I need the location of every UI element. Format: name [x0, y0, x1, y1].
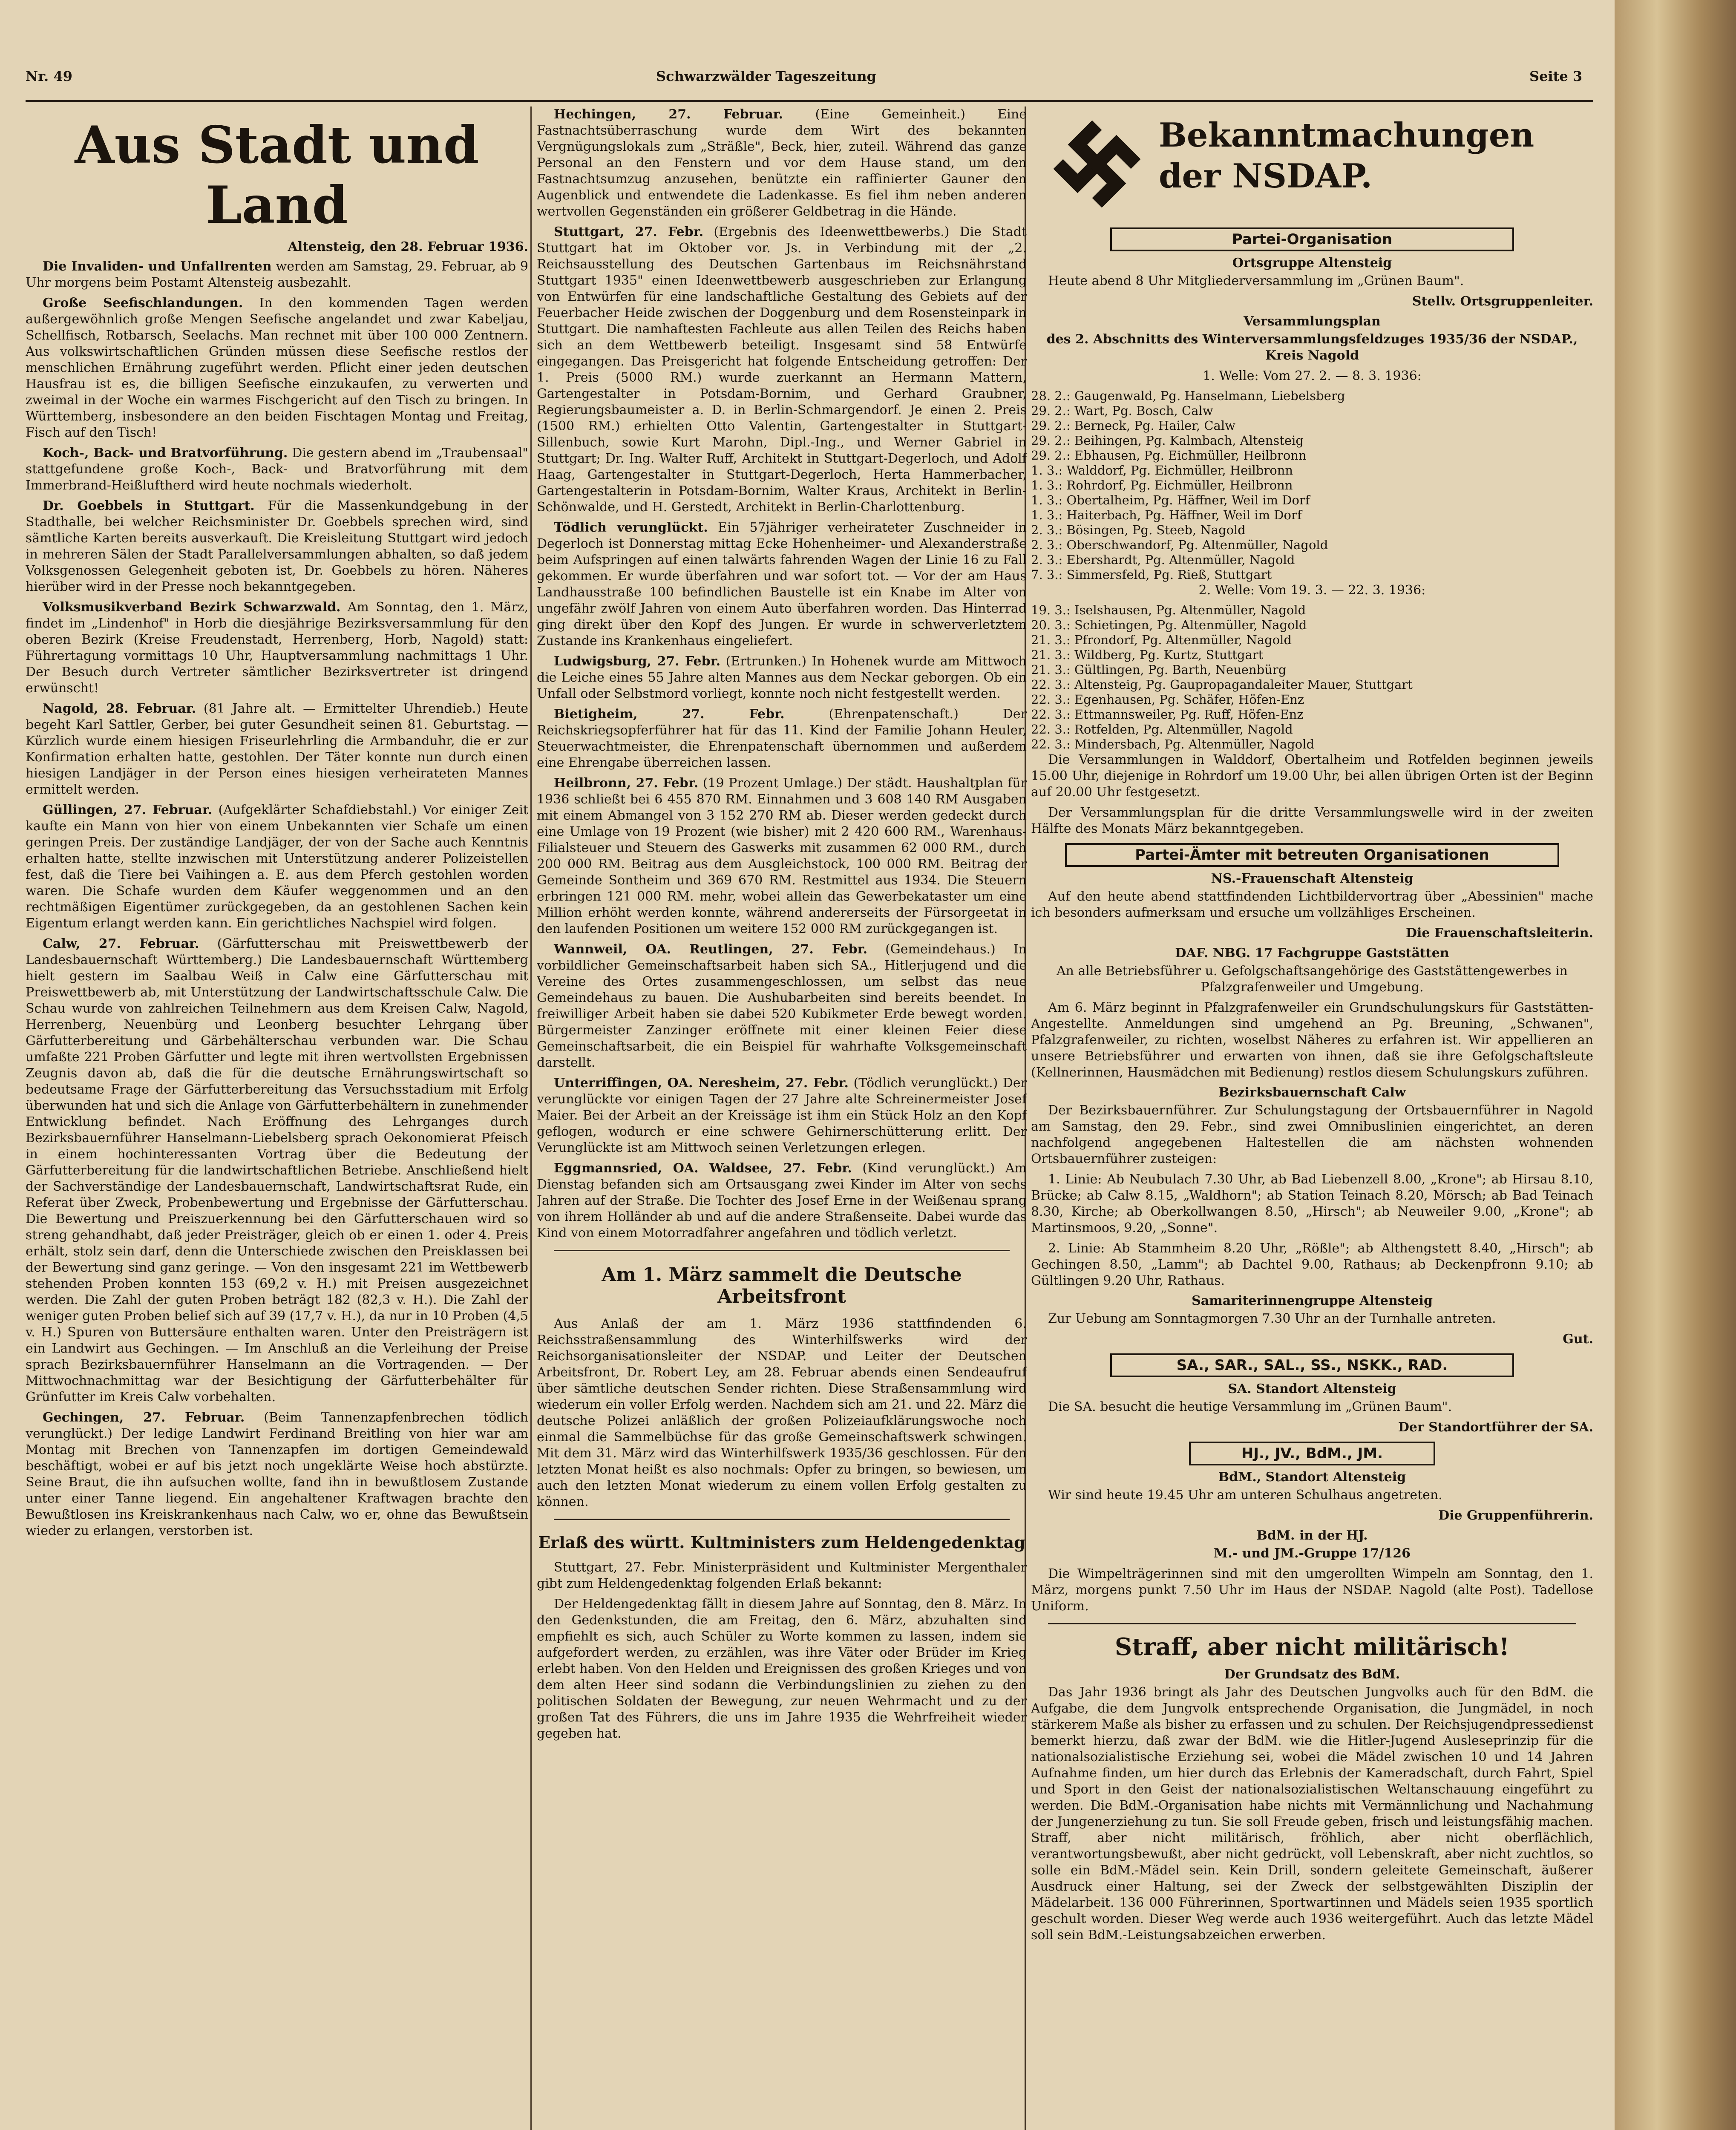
news-item	[26, 936, 528, 1405]
notices-header	[1031, 106, 1593, 222]
news-item-lead: Große Seefischlandungen.	[43, 296, 243, 311]
news-item	[537, 1160, 1027, 1241]
news-item-lead: Dr. Goebbels in Stuttgart.	[43, 498, 255, 513]
news-item-text: (Aufgeklärter Schafdiebstahl.) Vor einiger Zeit kaufte ein Mann von hier von einem Unbekannten vier Schafe um einen geringen Preis. Der zuständige Landjäger, der von der Sache auch Kenntnis erhalten hatte, stellte inzwischen mit Unterstützung anderer Polizeistellen fest, daß die Tiere bei Vaihingen a. E. aus dem Pferch gestohlen worden waren. Die Schafe wurden dem Käufer weggenommen und an den rechtmäßigen Eigentümer zurückgegeben, da an gestohlenen Sachen kein Eigentum erlangt werden kann. Ein gerichtliches Nachspiel wird folgen.	[26, 803, 528, 931]
news-item-text: (Gemeindehaus.) In vorbildlicher Gemeinschaftsarbeit haben sich SA., Hitlerjugend und die Vereine des Ortes zusammengeschlossen, um selbst das neue Gemeindehaus zu bauen. Die Aushubarbeiten sind bereits beendet. In freiwilliger Arbeit haben sie dabei 520 Kubikmeter Erde bewegt worden. Bürgermeister Zanzinger eröffnete mit einer kleinen Feier diese Gemeinschaftsarbeit, die ein Beispiel für wahrhafte Volksgemeinschaft darstellt.	[537, 942, 1027, 1070]
news-item-text: (Kind verunglückt.) Am Dienstag befanden sich am Ortsausgang zwei Kinder im Alter von sechs Jahren auf der Straße. Die Tochter des Josef Erne in der Weißenau sprang von ihrem Holländer ab und auf die andere Straßenseite. Dabei wurde das Kind von einem Motorradfahrer angefahren und tödlich verletzt.	[537, 1161, 1027, 1241]
schedule-entry: 29. 2.: Beihingen, Pg. Kalmbach, Altensteig	[1031, 433, 1304, 448]
notice-signature: Stellv. Ortsgruppenleiter.	[1412, 294, 1593, 309]
notice-text: Wir sind heute 19.45 Uhr am unteren Schulhaus angetreten.	[1048, 1488, 1442, 1503]
news-item	[26, 599, 528, 697]
news-item-text: Ein 57jähriger verheirateter Zuschneider in Degerloch ist Donnerstag mittag Ecke Hohenheimer- und Alexanderstraße beim Aufspringen auf einen talwärts fahrenden Wagen der Linie 16 zu Fall gekommen. Er wurde überfahren und war sofort tot. — Vor der am Haus Landhausstraße 100 befindlichen Baustelle ist ein Knabe im Alter von ungefähr zwölf Jahren von einem Auto überfahren worden. Das Hinterrad ging direkt über den Kopf des Jungen. Er wurde in schwerverletztem Zustande ins Krankenhaus eingeliefert.	[537, 520, 1027, 648]
news-item	[537, 1075, 1027, 1156]
notice-text: Am 6. März beginnt in Pfalzgrafenweiler ein Grundschulungskurs für Gaststätten-Angestellte. Anmeldungen sind umgehend an Pg. Breuning, „Schwanen", Pfalzgrafenweiler, zu richten, woselbst Näheres zu erfahren ist. Wir appellieren an unsere Betriebsführer und erwarten von ihnen, daß sie ihre Gefolgschaftsleute (Kellnerinnen, Hausmädchen mit Bedienung) restlos diesem Schulungskurs zuführen.	[1031, 1000, 1593, 1080]
news-item-lead: Tödlich verunglückt.	[554, 520, 708, 535]
schedule-entry: 2. 3.: Oberschwandorf, Pg. Altenmüller, Nagold	[1031, 538, 1328, 552]
news-item-text: Die gestern abend im „Traubensaal" stattgefundene große Koch-, Back- und Bratvorführung mit dem Immerbrand-Heißluftherd wird heute nochmals wiederholt.	[26, 446, 528, 493]
schedule-heading: 2. Welle: Vom 19. 3. — 22. 3. 1936:	[1198, 583, 1426, 598]
news-item-lead: Güllingen, 27. Februar.	[43, 803, 213, 817]
article-title: Straff, aber nicht militärisch!	[1114, 1633, 1510, 1661]
news-item-text: (Ehrenpatenschaft.) Der Reichskriegsopferführer hat für das 11. Kind der Familie Johann Heuler, Steuerwachtmeister, die Ehrenpatenschaft übernommen und außerdem eine Ehrengabe überreichen lassen.	[537, 707, 1027, 770]
schedule-entry: 2. 3.: Bösingen, Pg. Steeb, Nagold	[1031, 523, 1246, 537]
dateline: Altensteig, den 28. Februar 1936.	[288, 239, 528, 254]
news-item-lead: Unterriffingen, OA. Neresheim, 27. Febr.	[554, 1076, 849, 1091]
news-item-text: (Beim Tannenzapfenbrechen tödlich verunglückt.) Der ledige Landwirt Ferdinand Breitling von hier war am Montag mit Brechen von Tannenzapfen im dortigen Gemeindewald beschäftigt, wobei er auf bis jetzt noch ungeklärte Weise hoch abstürzte. Seine Braut, die ihn aufsuchen wollte, fand ihn in bewußtlosem Zustande unter einer Tanne liegend. Ein angehaltener Kraftwagen brachte den Bewußtlosen ins Kreiskrankenhaus nach Calw, wo er, ohne das Bewußtsein wieder zu erlangen, verstorben ist.	[26, 1410, 528, 1538]
schedule-entry: 22. 3.: Altensteig, Pg. Gaupropagandaleiter Mauer, Stuttgart	[1031, 677, 1413, 692]
schedule-entry: 19. 3.: Iselshausen, Pg. Altenmüller, Nagold	[1031, 603, 1306, 617]
news-item-text: (19 Prozent Umlage.) Der städt. Haushaltplan für 1936 schließt bei 6 455 870 RM. Einnahmen und 3 608 140 RM Ausgaben mit einem Abmangel von 3 152 270 RM ab. Dieser werden gedeckt durch eine Umlage von 19 Prozent (wie bisher) mit 2 420 600 RM., Warenhaus-Filialsteuer und Steuern des Gaswerks mit zusammen 62 000 RM., durch 200 000 RM. Beitrag aus dem Ausgleichstock, 100 000 RM. Beitrag der Gemeinde Sontheim und 369 670 RM. Restmittel aus 1934. Die Steuern erbringen 121 000 RM. mehr, wobei allein das Gewerbekataster um eine Million erhöht werden konnte, während andererseits der Fürsorgeetat in den laufenden Positionen um weitere 152 000 RM zurückgegangen ist.	[537, 776, 1027, 936]
schedule-entry: 1. 3.: Haiterbach, Pg. Häffner, Weil im Dorf	[1031, 508, 1302, 522]
schedule-entry: 21. 3.: Wildberg, Pg. Kurtz, Stuttgart	[1031, 648, 1264, 662]
schedule-entry: 21. 3.: Gültlingen, Pg. Barth, Neuenbürg	[1031, 662, 1287, 677]
news-item-text: (Ertrunken.) In Hohenek wurde am Mittwoch die Leiche eines 55 Jahre alten Mannes aus dem Neckar geborgen. Ob ein Unfall oder Selbstmord vorliegt, konnte noch nicht festgestellt werden.	[537, 654, 1027, 701]
section-title: Aus Stadt und Land	[75, 115, 479, 235]
notice-title: DAF. NBG. 17 Fachgruppe Gaststätten	[1175, 946, 1449, 961]
news-items	[26, 259, 528, 1539]
divider	[554, 1519, 1010, 1520]
issue-number: Nr. 49	[26, 68, 72, 84]
news-item	[26, 802, 528, 932]
schedule-entry: 29. 2.: Wart, Pg. Bosch, Calw	[1031, 403, 1213, 418]
schedule-entry: 2. 3.: Ebershardt, Pg. Altenmüller, Nagold	[1031, 553, 1295, 567]
notice-signature: Die Gruppenführerin.	[1438, 1508, 1593, 1523]
news-item-text: In den kommenden Tagen werden außergewöhnlich große Mengen Seefische angelandet und zwar Kabeljau, Schellfisch, Rotbarsch, Seelachs. Man rechnet mit über 100 000 Zentnern. Aus volkswirtschaftlichen Gründen müssen diese Seefische restlos der menschlichen Ernährung zugeführt werden. Pflicht einer jeden deutschen Hausfrau ist es, die billigen Seefische einzukaufen, zu verwerten und zweimal in der Woche ein warmes Fischgericht auf den Tisch zu bringen. In Württemberg, insbesondere an den beiden Fischtagen Montag und Freitag, Fisch auf den Tisch!	[26, 296, 528, 440]
newspaper-name: Schwarzwälder Tageszeitung	[656, 68, 876, 84]
news-item	[537, 653, 1027, 702]
notice-title: NS.-Frauenschaft Altensteig	[1211, 871, 1414, 886]
notice-text: Zur Uebung am Sonntagmorgen 7.30 Uhr an der Turnhalle antreten.	[1048, 1311, 1496, 1326]
header-rule	[26, 100, 1593, 102]
news-items	[537, 106, 1027, 1241]
running-head	[0, 64, 1615, 98]
schedule-entry: 29. 2.: Berneck, Pg. Hailer, Calw	[1031, 418, 1235, 433]
schedule-entry: 22. 3.: Mindersbach, Pg. Altenmüller, Nagold	[1031, 737, 1315, 751]
notice-text: Der Versammlungsplan für die dritte Versammlungswelle wird in der zweiten Hälfte des Monats März bekanntgegeben.	[1031, 805, 1593, 836]
schedule-list	[1031, 389, 1593, 582]
news-item-lead: Volksmusikverband Bezirk Schwarzwald.	[43, 600, 341, 615]
news-item	[537, 941, 1027, 1071]
news-item-text: (Tödlich verunglückt.) Der verunglückte vor einigen Tagen der 27 Jahre alte Schreinermeister Josef Maier. Bei der Arbeit an der Kreissäge ist ihm ein Stück Holz an den Kopf geflogen, wodurch er eine schwere Gehirnerschütterung erlitt. Der Verunglückte ist am Mittwoch seinen Verletzungen erlegen.	[537, 1076, 1027, 1155]
news-item	[26, 701, 528, 798]
schedule-entry: 1. 3.: Walddorf, Pg. Eichmüller, Heilbronn	[1031, 463, 1293, 478]
news-item	[537, 775, 1027, 937]
news-item-lead: Hechingen, 27. Februar.	[554, 107, 783, 122]
news-item	[26, 295, 528, 441]
notice-signature: Der Standortführer der SA.	[1398, 1420, 1593, 1435]
notices-title-line: Bekanntmachungen	[1159, 116, 1534, 155]
news-item-lead: Ludwigsburg, 27. Febr.	[554, 654, 721, 669]
notice-text: Der Bezirksbauernführer. Zur Schulungstagung der Ortsbauernführer in Nagold am Samstag, den 29. Febr., sind zwei Omnibuslinien eingerichtet, an deren nachfolgend angegebenen Haltestellen die am nächsten wohnenden Ortsbauernführer zusteigen:	[1031, 1103, 1593, 1166]
notice-signature: Die Frauenschaftsleiterin.	[1405, 926, 1593, 941]
news-item-text: (81 Jahre alt. — Ermittelter Uhrendieb.) Heute begeht Karl Sattler, Gerber, bei guter Gesundheit seinen 81. Geburtstag. — Kürzlich wurde einem hiesigen Friseurlehrling die Armbanduhr, die er zur Konfirmation erhalten hatte, gestohlen. Der Täter konnte nun durch einen hiesigen Landjäger in der Person eines hiesigen verheirateten Mannes ermittelt werden.	[26, 701, 528, 797]
news-item	[537, 106, 1027, 220]
schedule-list	[1031, 603, 1593, 752]
column-regional-news	[537, 106, 1027, 2130]
news-item-text: (Eine Gemeinheit.) Eine Fastnachtsüberraschung wurde dem Wirt des bekannten Vergnügungslokals zum „Sträßle", Beck, hier, zuteil. Während das ganze Personal an den Fenstern und vor dem Hause stand, um den Fastnachtsumzug anzusehen, benützte ein raffinierter Gauner den Augenblick und entwendete die Ladenkasse. Es fiel ihm neben anderen wertvollen Gegenständen ein größerer Geldbetrag in die Hände.	[537, 107, 1027, 219]
article-text: Das Jahr 1936 bringt als Jahr des Deutschen Jungvolks auch für den BdM. die Aufgabe, die dem Jungvolk entsprechende Organisation, die Jungmädel, in noch stärkerem Maße als bisher zu erfassen und zu schulen. Der Reichsjugendpressedienst bemerkt hierzu, daß zwar der BdM. wie die Hitler-Jugend Ausleseprinzip für die nationalsozialistische Erziehung sei, wobei die Mädel zwischen 10 und 14 Jahren Aufnahme finden, um hier durch das Erlebnis der Kameradschaft, durch Fahrt, Spiel und Sport in den Geist der nationalsozialistischen Weltanschauung eingeführt zu werden. Die BdM.-Organisation habe nichts mit Vermännlichung und Nachahmung der Jungenerziehung zu tun. Sie soll Freude geben, frisch und leistungsfähig machen. Straff, aber nicht militärisch, fröhlich, aber nicht oberflächlich, verantwortungsbewußt, aber nicht gedrückt, voll Lebenskraft, aber nicht zuchtlos, so solle ein BdM.-Mädel sein. Kein Drill, sondern geleitete Gemeinschaft, äußerer Ausdruck einer Haltung, sei der Zweck der selbstgewählten Disziplin der Mädelarbeit. 136 000 Führerinnen, Sportwartinnen und Mädels seien 1935 sportlich geschult worden. Dieser Weg werde auch 1936 weitergeführt. Auch das letzte Mädel soll sein BdM.-Leistungsabzeichen erwerben.	[1031, 1685, 1593, 1943]
page-number: Seite 3	[1529, 68, 1583, 84]
notice-title: SA. Standort Altensteig	[1228, 1382, 1396, 1396]
article-title: Erlaß des württ. Kultministers zum Heldengedenktag	[538, 1533, 1025, 1552]
news-item-lead: Calw, 27. Februar.	[43, 936, 199, 951]
boxed-heading: Partei-Organisation	[1110, 227, 1514, 251]
news-item-lead: Nagold, 28. Februar.	[43, 701, 196, 716]
news-item-text: Für die Massenkundgebung in der Stadthalle, bei welcher Reichsminister Dr. Goebbels sprechen wird, sind sämtliche Karten bereits ausverkauft. Die Kreisleitung Stuttgart wird jedoch in mehreren Sälen der Stadt Parallelversammlungen abhalten, so daß jedem Volksgenossen Gelegenheit geboten ist, Dr. Goebbels zu hören. Näheres hierüber wird in der Presse noch bekanntgegeben.	[26, 498, 528, 594]
article-text: Aus Anlaß der am 1. März 1936 stattfindenden 6. Reichsstraßensammlung des Winterhilfswerks wird der Reichsorganisationsleiter der NSDAP. und Leiter der Deutschen Arbeitsfront, Dr. Robert Ley, am 28. Februar abends einen Sendeaufruf über sämtliche deutschen Sender richten. Diese Straßensammlung wird wiederum ein voller Erfolg werden. Nachdem sich am 21. und 22. März die deutsche Polizei anläßlich der großen Polizeiaufklärungswoche noch einmal die Sammelbüchse für das große Gemeinschaftswerk schwingen. Mit dem 31. März wird das Winterhilfswerk 1935/36 geschlossen. Für den letzten Monat heißt es also nochmals: Opfer zu bringen, so bewiesen, um auch den letzten Monat wiederum zu einem vollen Erfolg gestalten zu können.	[537, 1316, 1027, 1509]
news-item-lead: Eggmannsried, OA. Waldsee, 27. Febr.	[554, 1161, 852, 1176]
boxed-heading: HJ., JV., BdM., JM.	[1189, 1442, 1435, 1465]
schedule-entry: 21. 3.: Pfrondorf, Pg. Altenmüller, Nagold	[1031, 633, 1292, 647]
schedule-entry: 29. 2.: Ebhausen, Pg. Eichmüller, Heilbronn	[1031, 448, 1307, 463]
notice-text: Die Wimpelträgerinnen sind mit den umgerollten Wimpeln am Sonntag, den 1. März, morgens punkt 7.50 Uhr im Haus der NSDAP. Nagold (alte Post). Tadellose Uniform.	[1031, 1566, 1593, 1614]
notice-text: Auf den heute abend stattfindenden Lichtbildervortrag über „Abessinien" mache ich besonders aufmerksam und ersuche um vollzähliges Erscheinen.	[1031, 889, 1593, 920]
news-item-lead: Koch-, Back- und Bratvorführung.	[43, 446, 288, 461]
schedule-entry: 1. 3.: Rohrdorf, Pg. Eichmüller, Heilbronn	[1031, 478, 1293, 492]
notice-title: Samariterinnengruppe Altensteig	[1192, 1293, 1433, 1308]
schedule-entry: 20. 3.: Schietingen, Pg. Altenmüller, Nagold	[1031, 618, 1307, 632]
divider	[1048, 1623, 1576, 1624]
news-item	[537, 706, 1027, 771]
article-title: Am 1. März sammelt die Deutsche Arbeitsfront	[602, 1264, 962, 1307]
schedule-entry: 22. 3.: Rotfelden, Pg. Altenmüller, Nagold	[1031, 722, 1293, 737]
notice-text: Die SA. besucht die heutige Versammlung im „Grünen Baum".	[1048, 1399, 1452, 1414]
news-item-text: Am Sonntag, den 1. März, findet im „Lindenhof" in Horb die diesjährige Bezirksversammlung für den oberen Bezirk (Kreise Freudenstadt, Herrenberg, Horb, Nagold) statt: Führertagung vormittags 10 Uhr, Hauptversammlung nachmittags 1 Uhr. Der Besuch durch Vertreter sämtlicher Bezirksvertreter ist dringend erwünscht!	[26, 600, 528, 696]
news-item-lead: Die Invaliden- und Unfallrenten	[43, 259, 272, 274]
notice-title: Ortsgruppe Altensteig	[1232, 256, 1392, 271]
column-rule	[530, 106, 532, 2130]
boxed-heading: SA., SAR., SAL., SS., NSKK., RAD.	[1110, 1353, 1514, 1377]
news-item	[26, 445, 528, 494]
news-item	[26, 259, 528, 291]
news-item-lead: Heilbronn, 27. Febr.	[554, 776, 699, 791]
article-text: Stuttgart, 27. Febr. Ministerpräsident und Kultminister Mergenthaler gibt zum Heldengedenktag folgenden Erlaß bekannt:	[537, 1560, 1027, 1591]
party-emblem-icon	[1048, 115, 1146, 213]
notice-signature: Gut.	[1563, 1332, 1593, 1347]
notice-subtitle: des 2. Abschnitts des Winterversammlungsfeldzuges 1935/36 der NSDAP., Kreis Nagold	[1046, 332, 1578, 363]
schedule-heading: 1. Welle: Vom 27. 2. — 8. 3. 1936:	[1203, 368, 1422, 383]
notice-title: BdM. in der HJ.	[1256, 1528, 1368, 1543]
notices-title	[1159, 115, 1534, 197]
article-text: Der Heldengedenktag fällt in diesem Jahre auf Sonntag, den 8. März. In den Gedenkstunden, die am Freitag, den 6. März, abzuhalten sind empfiehlt es sich, auch Schüler zu Worte kommen zu lassen, indem sie aufgefordert werden, zu erzählen, was ihre Väter oder Brüder im Krieg erlebt haben. Von den Helden und Ereignissen des großen Krieges und von dem alten Heer sind sodann die Verbindungslinien zu ziehen zu den politischen Soldaten der Bewegung, zur neuen Wehrmacht und zu der großen Tat des Führers, die uns im Jahre 1935 die Wehrfreiheit wieder gegeben hat.	[537, 1597, 1027, 1741]
notice-subtitle: M.- und JM.-Gruppe 17/126	[1214, 1546, 1411, 1561]
schedule-entry: 7. 3.: Simmersfeld, Pg. Rieß, Stuttgart	[1031, 567, 1272, 582]
notice-text: 1. Linie: Ab Neubulach 7.30 Uhr, ab Bad Liebenzell 8.00, „Krone"; ab Hirsau 8.10, Brücke; ab Calw 8.15, „Waldhorn"; ab Station Teinach 8.20, Mörsch; ab Bad Teinach 8.30, Kirche; ab Oberkollwangen 8.50, „Hirsch"; ab Neuweiler 9.00, „Krone"; ab Martinsmoos, 9.20, „Sonne".	[1031, 1172, 1593, 1235]
column-nsdap-notices	[1031, 106, 1593, 2130]
book-binding	[1615, 0, 1736, 2130]
news-item	[537, 520, 1027, 649]
news-item-text: (Gärfutterschau mit Preiswettbewerb der Landesbauernschaft Württemberg.) Die Landesbauernschaft Württemberg hielt gestern im Saalbau Weiß in Calw eine Gärfutterschau mit Preiswettbewerb ab, mit Unterstützung der Landwirtschaftsschule Calw. Die Schau wurde von zahlreichen Teilnehmern aus dem Kreisen Calw, Nagold, Herrenberg, Neuenbürg und Leonberg besuchter Lehrgang über Gärfutterbereitung und Gärbehälterschau verbunden war. Die Schau umfaßte 221 Proben Gärfutter und legte mit ihren wertvollsten Ergebnissen Zeugnis davon ab, daß die für die deutsche Ernährungswirtschaft so bedeutsame Frage der Gärfutterbereitung das Versuchsstadium mit Erfolg überwunden hat und sich die Anlage von Gärfutterbehältern in zunehmender Entwicklung befindet. Nach Eröffnung des Lehrganges durch Bezirksbauernführer Hanselmann-Liebelsberg sprach Oekonomierat Pfeisch in einem hochinteressanten Vortrag über die Bedeutung der Gärfutterbereitung für die landwirtschaftlichen Betriebe. Anschließend hielt der Sachverständige der Landesbauernschaft, Landwirtschaftsrat Rude, ein Referat über Zweck, Probenbewertung und Ergebnisse der Gärfutterschau. Die Bewertung und Preiszuerkennung bei den Gärfutterschauen wird so streng gehandhabt, daß jeder Preisträger, gleich ob er einen 1. oder 4. Preis erhält, stolz sein darf, denn die Unterschiede zwischen den Preisklassen bei der Bewertung sind ganz geringe. — Von den insgesamt 221 im Wettbewerb stehenden Proben konnten 153 (69,2 v. H.) mit Preisen ausgezeichnet werden. Die Zahl der guten Proben beträgt 182 (82,3 v. H.). Die Zahl der weniger guten Proben belief sich auf 39 (17,7 v. H.), da nur in 10 Proben (4,5 v. H.) Spuren von Buttersäure enthalten waren. Unter den Preisträgern ist ein Landwirt aus Gechingen. — Im Anschluß an die Verleihung der Preise sprach Bezirksbauernführer Hanselmann an die Vortragenden. — Der Mittwochnachmittag war der Besichtigung der Gärfutterbehälter für Grünfutter im Kreis Calw vorbehalten.	[26, 936, 528, 1405]
news-item-lead: Wannweil, OA. Reutlingen, 27. Febr.	[554, 942, 868, 957]
news-item-text: (Ergebnis des Ideenwettbewerbs.) Die Stadt Stuttgart hat im Oktober vor. Js. in Verbindung mit der „2. Reichsausstellung des Deutschen Gartenbaus im Reichsnährstand Stuttgart 1935" einen Ideenwettbewerb ausgeschrieben zur Erlangung von Entwürfen für eine landschaftliche Gestaltung des Gebiets auf der Feuerbacher Heide zwischen der Doggenburg und dem Rosensteinpark in Stuttgart. Die namhaftesten Fachleute aus allen Teilen des Reichs haben sich an dem Wettbewerb beteiligt. Insgesamt sind 58 Entwürfe eingegangen. Das Preisgericht hat folgende Entscheidung getroffen: Der 1. Preis (5000 RM.) wurde zuerkannt an Hermann Mattern, Gartengestalter in Potsdam-Bornim, und Gerhard Graubner, Regierungsbaumeister a. D. in Berlin-Schmargendorf. Je einen 2. Preis (1500 RM.) erhielten Otto Valentin, Gartengestalter in Stuttgart-Sillenbuch, sowie Kurt Marohn, Dipl.-Ing., und Werner Gabriel in Stuttgart; Dr. Ing. Walter Ruff, Architekt in Stuttgart-Degerloch, und Adolf Haag, Gartengestalter in Stuttgart-Degerloch, Herta Hammerbacher, Gartengestalterin in Potsdam-Bornim, Walter Kraus, Architekt in Berlin-Schönwalde, und H. Gerstedt, Architekt in Berlin-Charlottenburg.	[537, 225, 1027, 515]
divider	[554, 1250, 1010, 1251]
notice-text: 2. Linie: Ab Stammheim 8.20 Uhr, „Rößle"; ab Althengstett 8.40, „Hirsch"; ab Gechingen 8.50, „Lamm"; ab Dachtel 9.00, Rathaus; ab Deckenpfronn 9.10; ab Gültlingen 9.20 Uhr, Rathaus.	[1031, 1241, 1593, 1288]
schedule-entry: 22. 3.: Ettmannsweiler, Pg. Ruff, Höfen-Enz	[1031, 707, 1304, 722]
notice-text: An alle Betriebsführer u. Gefolgschaftsangehörige des Gaststättengewerbes in Pfalzgrafenweiler und Umgebung.	[1056, 964, 1568, 995]
news-item-lead: Gechingen, 27. Februar.	[43, 1410, 245, 1425]
notices-title-line: der NSDAP.	[1159, 157, 1373, 196]
news-item	[26, 1410, 528, 1539]
news-item	[537, 224, 1027, 515]
news-item-lead: Bietigheim, 27. Febr.	[554, 707, 785, 722]
schedule-entry: 28. 2.: Gaugenwald, Pg. Hanselmann, Liebelsberg	[1031, 389, 1345, 403]
news-item-text: werden am Samstag, 29. Februar, ab 9 Uhr morgens beim Postamt Altensteig ausbezahlt.	[26, 259, 528, 290]
column-local-news	[26, 106, 528, 2130]
news-item-lead: Stuttgart, 27. Febr.	[554, 225, 704, 239]
notice-title: BdM., Standort Altensteig	[1218, 1470, 1406, 1485]
article-subtitle: Der Grundsatz des BdM.	[1224, 1667, 1400, 1682]
schedule-entry: 1. 3.: Obertalheim, Pg. Häffner, Weil im Dorf	[1031, 493, 1310, 507]
notice-title: Versammlungsplan	[1244, 314, 1381, 329]
notice-title: Bezirksbauernschaft Calw	[1218, 1085, 1406, 1100]
notice-text: Heute abend 8 Uhr Mitgliederversammlung im „Grünen Baum".	[1048, 273, 1464, 288]
news-item	[26, 498, 528, 595]
notice-text: Die Versammlungen in Walddorf, Obertalheim und Rotfelden beginnen jeweils 15.00 Uhr, diejenige in Rohrdorf um 19.00 Uhr, bei allen übrigen Orten ist der Beginn auf 20.00 Uhr festgesetzt.	[1031, 752, 1593, 800]
schedule-entry: 22. 3.: Egenhausen, Pg. Schäfer, Höfen-Enz	[1031, 692, 1304, 707]
boxed-heading: Partei-Ämter mit betreuten Organisationen	[1065, 843, 1559, 867]
